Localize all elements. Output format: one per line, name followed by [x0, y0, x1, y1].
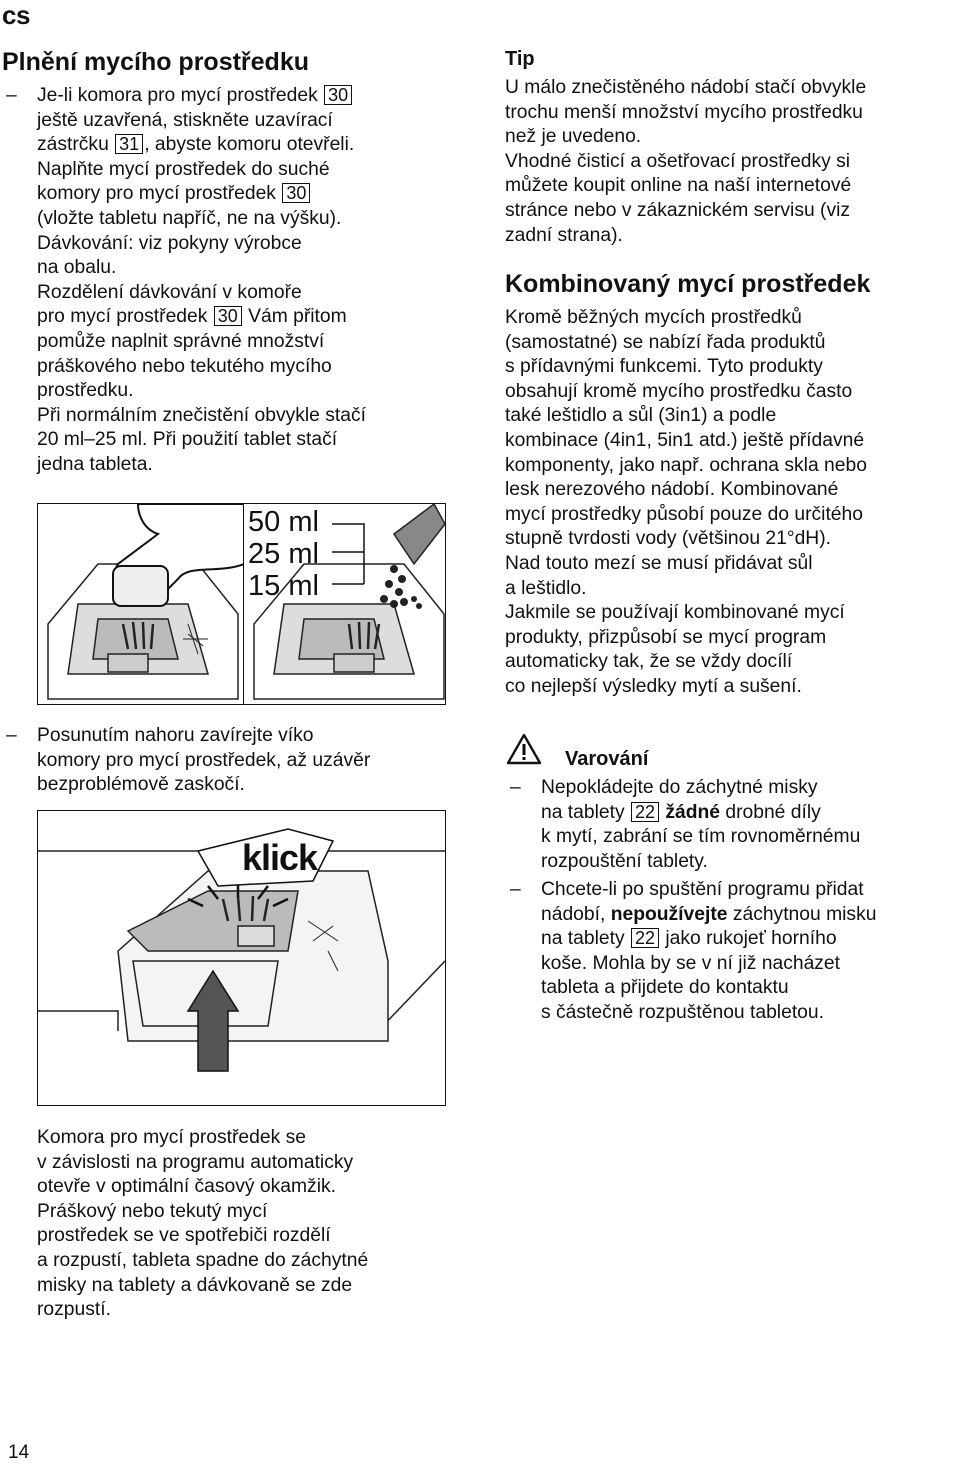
tablet-insert-illustration [38, 504, 244, 704]
warning-title: Varování [565, 748, 649, 770]
combo-line: automaticky tak, že se vždy docílí [505, 651, 793, 673]
figure-dosing-levels [243, 503, 446, 705]
warning-item-1: – Nepokládejte do záchytné misky na tablety 22 žádné drobné díly k mytí, zabrání se tím rovnoměrnému rozpouštění tablety. [510, 777, 861, 872]
list-dash: – [510, 879, 521, 900]
step2-block: – Posunutím nahoru zavírejte víko komory pro mycí prostředek, až uzávěr bezproblémově zaskočí. [6, 725, 371, 796]
combo-line: Jakmile se používají kombinované mycí [505, 602, 845, 624]
ref-22: 22 [631, 928, 659, 948]
section-title: Plnění mycího prostředku [2, 48, 310, 76]
page-number: 14 [8, 1442, 30, 1463]
combo-line: Nad touto mezí se musí přidávat sůl [505, 552, 813, 574]
ref-30: 30 [214, 306, 242, 326]
combo-line: mycí prostředky působí pouze do určitého [505, 503, 863, 525]
ref-30: 30 [282, 183, 310, 203]
combo-line: s přídavnými funkcemi. Tyto produkty [505, 356, 823, 378]
combo-line: obsahují kromě mycího prostředku často [505, 380, 853, 402]
ref-31: 31 [115, 134, 143, 154]
figure-tablet-insert [37, 503, 245, 705]
level-label-50: 50 ml [248, 506, 319, 538]
combo-line: také leštidlo a sůl (3in1) a podle [505, 405, 777, 427]
combo-line: co nejlepší výsledky mytí a sušení. [505, 675, 802, 697]
combo-line: Kromě běžných mycích prostředků [505, 307, 802, 328]
level-label-15: 15 ml [248, 570, 319, 602]
step1-block: – Je-li komora pro mycí prostředek 30 ještě uzavřená, stiskněte uzavírací zástrčku 31 , abyste komoru otevřeli. Naplňte mycí prostředek do suché komory pro mycí prostředek 30 (vložte tabletu napříč, ne na výšku). Dávkování: viz pokyny výrobce na obalu. Rozdělení dávkování v komoře pro mycí prostředek 30 Vám přitom pomůže naplnit správné množství práškového nebo tekutého mycího prostředku. Při normálním znečistění obvykle stačí 20 ml–25 ml. Při použití tablet stačí jedna tableta. [6, 85, 366, 475]
combo-block [505, 306, 960, 700]
combo-title: Kombinovaný mycí prostředek [505, 270, 871, 298]
combo-line: lesk nerezového nádobí. Kombinované [505, 479, 839, 501]
language-tag: cs [2, 0, 30, 30]
combo-line: komponenty, jako např. ochrana skla nebo [505, 454, 867, 476]
tip-title: Tip [505, 48, 535, 70]
ref-30: 30 [324, 85, 352, 105]
list-dash: – [510, 777, 521, 798]
level-label-25: 25 ml [248, 538, 319, 570]
ref-22: 22 [631, 802, 659, 822]
klick-label: klick [242, 837, 318, 878]
warning-item-2: – Chcete-li po spuštění programu přidat nádobí, nepoužívejte záchytnou misku na tablety 22 jako rukojeť horního koše. Mohla by se v ní již nacházet tableta a přijdete do kontaktu s částečně rozpuštěnou tabletou. [510, 879, 877, 1023]
combo-line: (samostatné) se nabízí řada produktů [505, 331, 826, 353]
warning-icon [506, 733, 542, 765]
tip-block: U málo znečistěného nádobí stačí obvykle trochu menší množství mycího prostředku než je uvedeno. Vhodné čisticí a ošetřovací prostředky si můžete koupit online na naší internetové stránce nebo v zákaznickém servisu (viz zadní strana). [505, 77, 867, 246]
combo-line: produkty, přizpůsobí se mycí program [505, 626, 827, 648]
combo-line: a leštidlo. [505, 577, 587, 599]
list-dash: – [6, 85, 17, 106]
combo-line: stupně tvrdosti vody (většinou 21°dH). [505, 528, 832, 550]
list-dash: – [6, 725, 17, 746]
combo-line: kombinace (4in1, 5in1 atd.) ještě přídavné [505, 429, 865, 451]
figure-closing-lid [37, 810, 446, 1106]
note-block: Komora pro mycí prostředek se v závislosti na programu automaticky otevře v optimální časový okamžik. Práškový nebo tekutý mycí prostředek se ve spotřebiči rozdělí a rozpustí, tableta spadne do záchytné misky na tablety a dávkovaně se zde rozpustí. [37, 1127, 369, 1321]
